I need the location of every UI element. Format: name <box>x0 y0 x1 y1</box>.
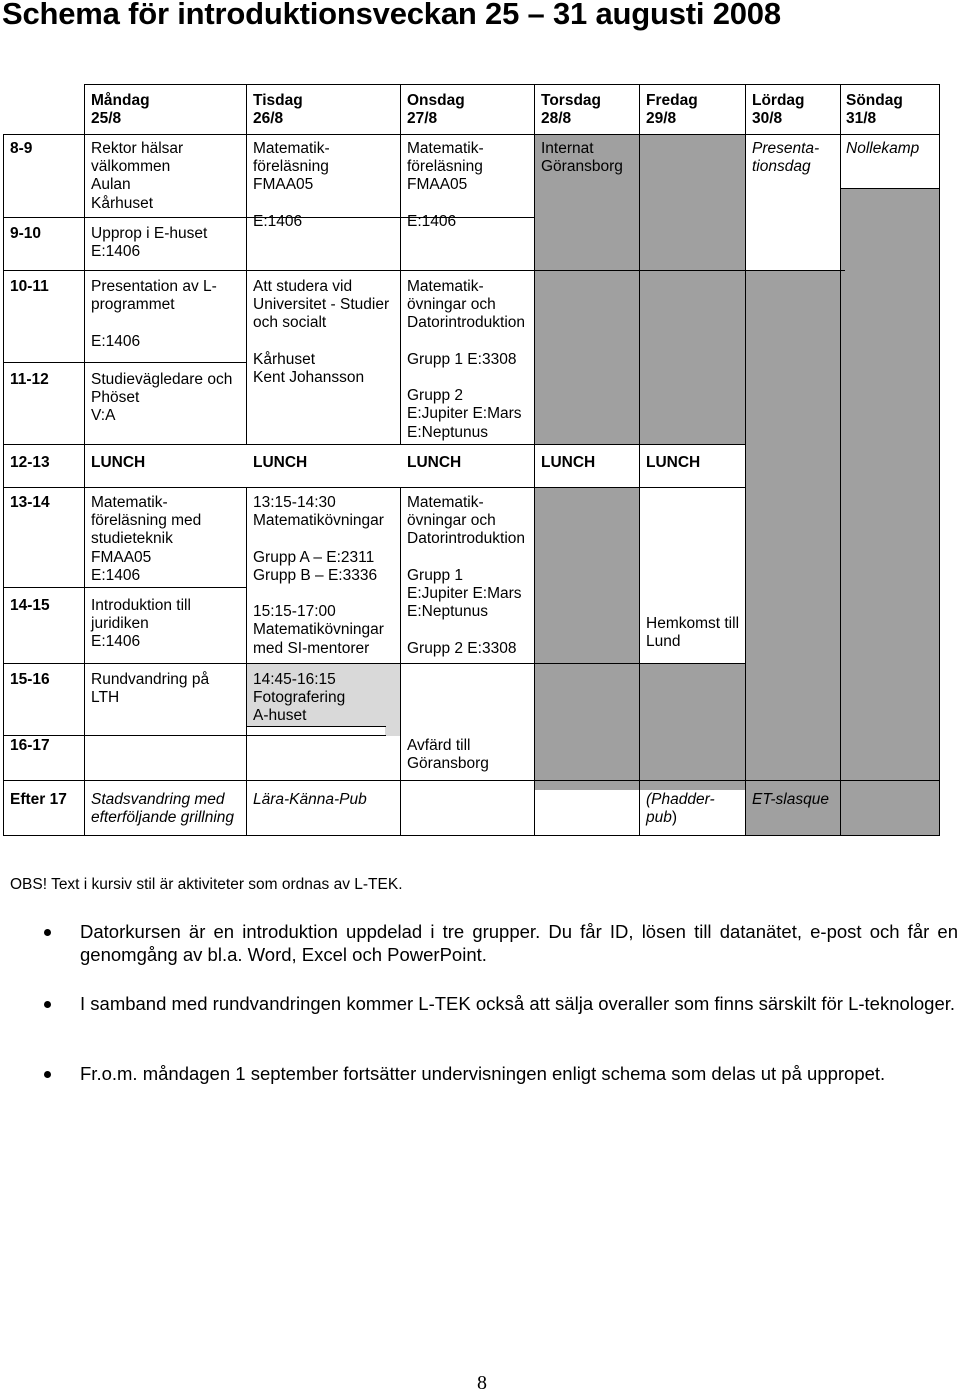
table-rule <box>840 84 841 836</box>
day-name: Söndag <box>846 92 903 109</box>
cell-wed-10: Matematik- övningar och Datorintroduktion Grupp 1 E:3308 Grupp 2 E:Jupiter E:Mars E:Neptunus <box>407 278 526 441</box>
cell-fri-13: Hemkomst till Lund <box>646 615 740 651</box>
cell-tue-10: Att studera vid Universitet - Studier och socialt Kårhuset <box>253 278 390 368</box>
day-date: 29/8 <box>646 110 677 128</box>
info-item: I samband med rundvandringen kommer L-TEK också att sälja overaller som finns särskilt för L-teknologer. <box>80 993 956 1014</box>
bullet-icon <box>44 1001 51 1008</box>
obs-note: OBS! Text i kursiv stil är aktiviteter som ordnas av L-TEK. <box>10 876 403 893</box>
cell-mon-10: Presentation av L- programmet E:1406 <box>91 278 217 350</box>
day-header-sunday <box>846 92 903 128</box>
cell-mon-13: Matematik- föreläsning med studieteknik FMAA05 E:1406 <box>91 494 202 584</box>
day-header-monday <box>91 92 150 128</box>
time-label: 14-15 <box>10 597 50 614</box>
cell-wed-16: Avfärd till Göransborg <box>407 737 489 773</box>
table-rule <box>534 84 535 836</box>
day-name: Torsdag <box>541 92 601 109</box>
lunch-tue: LUNCH <box>253 454 308 471</box>
day-date: 31/8 <box>846 110 877 128</box>
table-rule <box>639 84 640 836</box>
table-rule <box>3 780 940 781</box>
time-label: 8-9 <box>10 140 33 157</box>
day-header-wednesday <box>407 92 465 128</box>
cell-tue-17: Lära-Känna-Pub <box>253 791 367 808</box>
cell-sat-17: ET-slasque <box>752 791 829 808</box>
phadder-pub-text: (Phadder- pub <box>646 791 715 827</box>
day-name: Onsdag <box>407 92 465 109</box>
cell-mon-8: Rektor hälsar välkommen Aulan Kårhuset <box>91 140 184 212</box>
day-header-friday <box>646 92 698 128</box>
table-rule <box>3 134 4 836</box>
lunch-mon: LUNCH <box>91 454 146 471</box>
cell-tue-11: Kent Johansson <box>253 369 365 386</box>
table-rule <box>3 444 745 445</box>
table-rule <box>3 735 386 736</box>
cell-mon-14: Introduktion till juridiken E:1406 <box>91 597 191 651</box>
day-name: Tisdag <box>253 92 303 109</box>
cell-tue-9: E:1406 <box>253 213 303 230</box>
day-date: 28/8 <box>541 110 572 128</box>
day-header-thursday <box>541 92 601 128</box>
lunch-thu: LUNCH <box>541 454 596 471</box>
photo-cell-extension <box>385 727 400 736</box>
cell-wed-13: Matematik- övningar och Datorintroduktion Grupp 1 E:Jupiter E:Mars E:Neptunus Grupp 2 E:3308 <box>407 494 526 657</box>
table-rule <box>3 487 745 488</box>
closed-cell-fri-afternoon <box>639 664 745 790</box>
cell-thu-8: Internat Göransborg <box>541 140 623 176</box>
day-name: Måndag <box>91 92 150 109</box>
closed-cell-sat <box>745 271 840 835</box>
cell-tue-13: 13:15-14:30 Matematikövningar Grupp A – E:2311 Grupp B – E:3336 15:15-17:00 Matematikövningar med SI-mentorer <box>253 494 384 657</box>
table-rule <box>400 84 401 444</box>
info-item: Fr.o.m. måndagen 1 september fortsätter undervisningen enligt schema som delas ut på uppropet. <box>80 1063 886 1084</box>
closed-cell-sun <box>840 189 939 835</box>
table-rule <box>3 587 246 588</box>
cell-tue-8: Matematik- föreläsning FMAA05 <box>253 140 330 194</box>
table-rule <box>840 188 940 189</box>
cell-fri-17 <box>646 791 715 827</box>
table-rule <box>246 726 386 727</box>
info-item: Datorkursen är en introduktion uppdelad i tre grupper. Du får ID, lösen till datanätet, e-post och får en genomgång av bl.a. Word, Excel och PowerPoint. <box>80 921 958 965</box>
time-label: 11-12 <box>10 371 49 388</box>
time-label: 16-17 <box>10 737 50 754</box>
cell-wed-8: Matematik- föreläsning FMAA05 <box>407 140 484 194</box>
table-rule <box>3 835 940 836</box>
lunch-wed: LUNCH <box>407 454 462 471</box>
table-rule <box>246 487 247 836</box>
time-label: Efter 17 <box>10 791 67 808</box>
day-date: 27/8 <box>407 110 438 128</box>
time-label: 13-14 <box>10 494 50 511</box>
table-rule <box>84 84 940 85</box>
cell-mon-15: Rundvandring på LTH <box>91 671 210 707</box>
bullet-icon <box>44 929 51 936</box>
table-rule <box>939 84 940 836</box>
day-date: 30/8 <box>752 110 783 128</box>
bullet-icon <box>44 1071 51 1078</box>
time-label: 12-13 <box>10 454 50 471</box>
day-name: Fredag <box>646 92 698 109</box>
cell-wed-9: E:1406 <box>407 213 457 230</box>
table-rule <box>3 270 845 271</box>
cell-tue-15: 14:45-16:15 Fotografering A-huset <box>253 671 346 725</box>
closed-cell-fri-morning <box>639 135 745 445</box>
table-rule <box>3 134 940 135</box>
phadder-pub-paren: ) <box>671 809 678 827</box>
table-rule <box>3 663 745 664</box>
table-rule <box>3 362 246 363</box>
table-rule <box>745 84 746 836</box>
day-date: 25/8 <box>91 110 122 128</box>
day-header-tuesday <box>253 92 303 128</box>
cell-sat-8: Presenta- tionsdag <box>752 140 820 176</box>
lunch-fri: LUNCH <box>646 454 701 471</box>
time-label: 9-10 <box>10 225 42 242</box>
cell-sun-8: Nollekamp <box>846 140 920 157</box>
table-rule <box>246 84 247 444</box>
page-title: Schema för introduktionsveckan 25 – 31 augusti 2008 <box>2 0 781 31</box>
closed-cell-thu-morning <box>534 135 639 445</box>
table-rule <box>84 84 85 836</box>
page-number: 8 <box>477 1372 487 1394</box>
time-label: 10-11 <box>10 278 49 295</box>
day-name: Lördag <box>752 92 805 109</box>
cell-mon-11: Studievägledare och Phöset V:A <box>91 371 233 425</box>
day-header-saturday <box>752 92 805 128</box>
time-label: 15-16 <box>10 671 50 688</box>
day-date: 26/8 <box>253 110 284 128</box>
cell-mon-17: Stadsvandring med efterföljande grillning <box>91 791 235 827</box>
cell-mon-9: Upprop i E-huset E:1406 <box>91 225 208 261</box>
closed-cell-thu-afternoon <box>534 488 639 790</box>
table-rule <box>400 487 401 836</box>
